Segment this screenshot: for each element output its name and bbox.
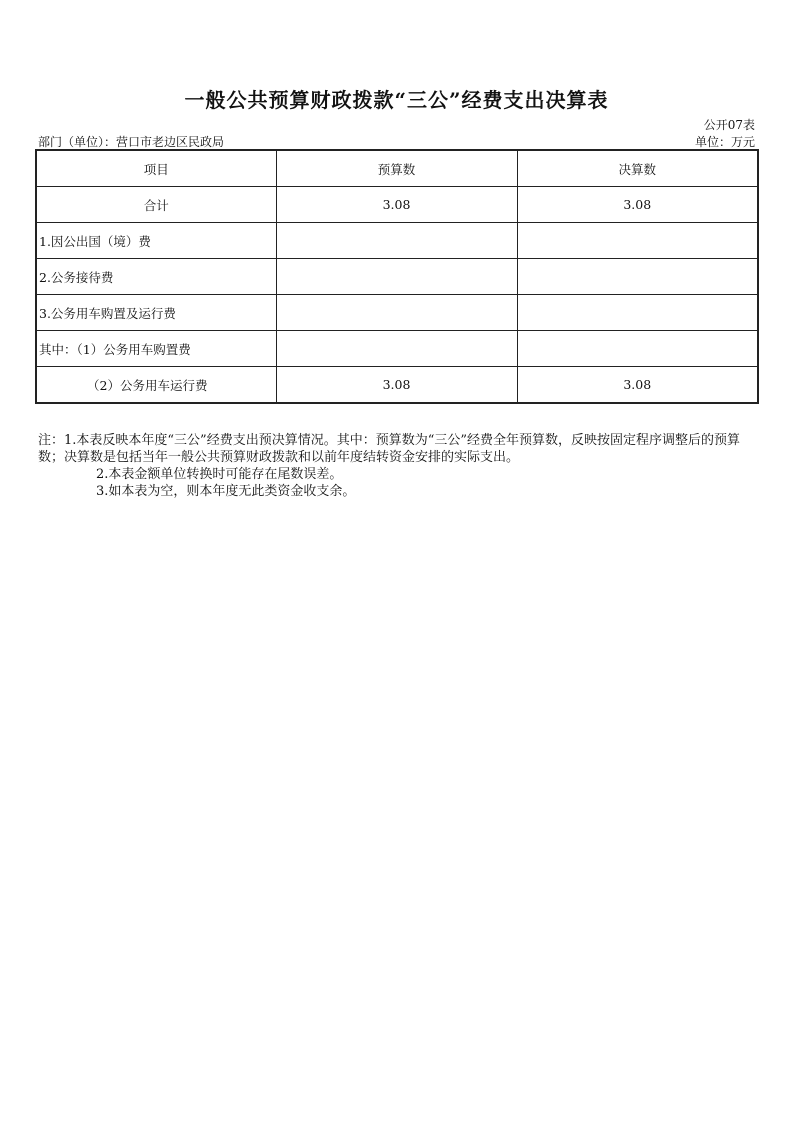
row-final — [517, 223, 758, 259]
row-item: 合计 — [36, 187, 276, 223]
row-budget: 3.08 — [276, 367, 517, 404]
table-row — [36, 331, 758, 367]
header-item: 项目 — [36, 150, 276, 187]
row-budget — [276, 223, 517, 259]
row-final — [517, 259, 758, 295]
row-budget — [276, 331, 517, 367]
table-row — [36, 223, 758, 259]
form-number: 公开07表 — [703, 118, 755, 132]
row-item: 3.公务用车购置及运行费 — [36, 295, 276, 331]
table-row — [36, 259, 758, 295]
row-final: 3.08 — [517, 367, 758, 404]
row-item: 2.公务接待费 — [36, 259, 276, 295]
row-budget — [276, 259, 517, 295]
note-3: 3.如本表为空，则本年度无此类资金收支余。 — [96, 484, 356, 499]
table-row-total — [36, 187, 758, 223]
row-item: （2）公务用车运行费 — [36, 367, 276, 404]
header-budget: 预算数 — [276, 150, 517, 187]
row-budget: 3.08 — [276, 187, 517, 223]
table-row — [36, 367, 758, 404]
row-final: 3.08 — [517, 187, 758, 223]
page-title: 一般公共预算财政拨款“三公”经费支出决算表 — [184, 88, 609, 112]
expense-table — [35, 149, 759, 404]
row-budget — [276, 295, 517, 331]
table-row — [36, 295, 758, 331]
row-item: 其中：（1）公务用车购置费 — [36, 331, 276, 367]
note-2: 2.本表金额单位转换时可能存在尾数误差。 — [96, 467, 343, 482]
note-1: 注：1.本表反映本年度“三公”经费支出预决算情况。其中：预算数为“三公”经费全年预算数，反映按固定程序调整后的预算数；决算数是包括当年一般公共预算财政拨款和以前年度结转资金安排的实际支出。 — [38, 433, 740, 465]
row-item: 1.因公出国（境）费 — [36, 223, 276, 259]
header-final: 决算数 — [517, 150, 758, 187]
department-label: 部门（单位）：营口市老边区民政局 — [38, 135, 225, 149]
unit-label: 单位：万元 — [694, 135, 755, 149]
notes-section — [38, 432, 760, 500]
table-header-row — [36, 150, 758, 187]
row-final — [517, 295, 758, 331]
row-final — [517, 331, 758, 367]
